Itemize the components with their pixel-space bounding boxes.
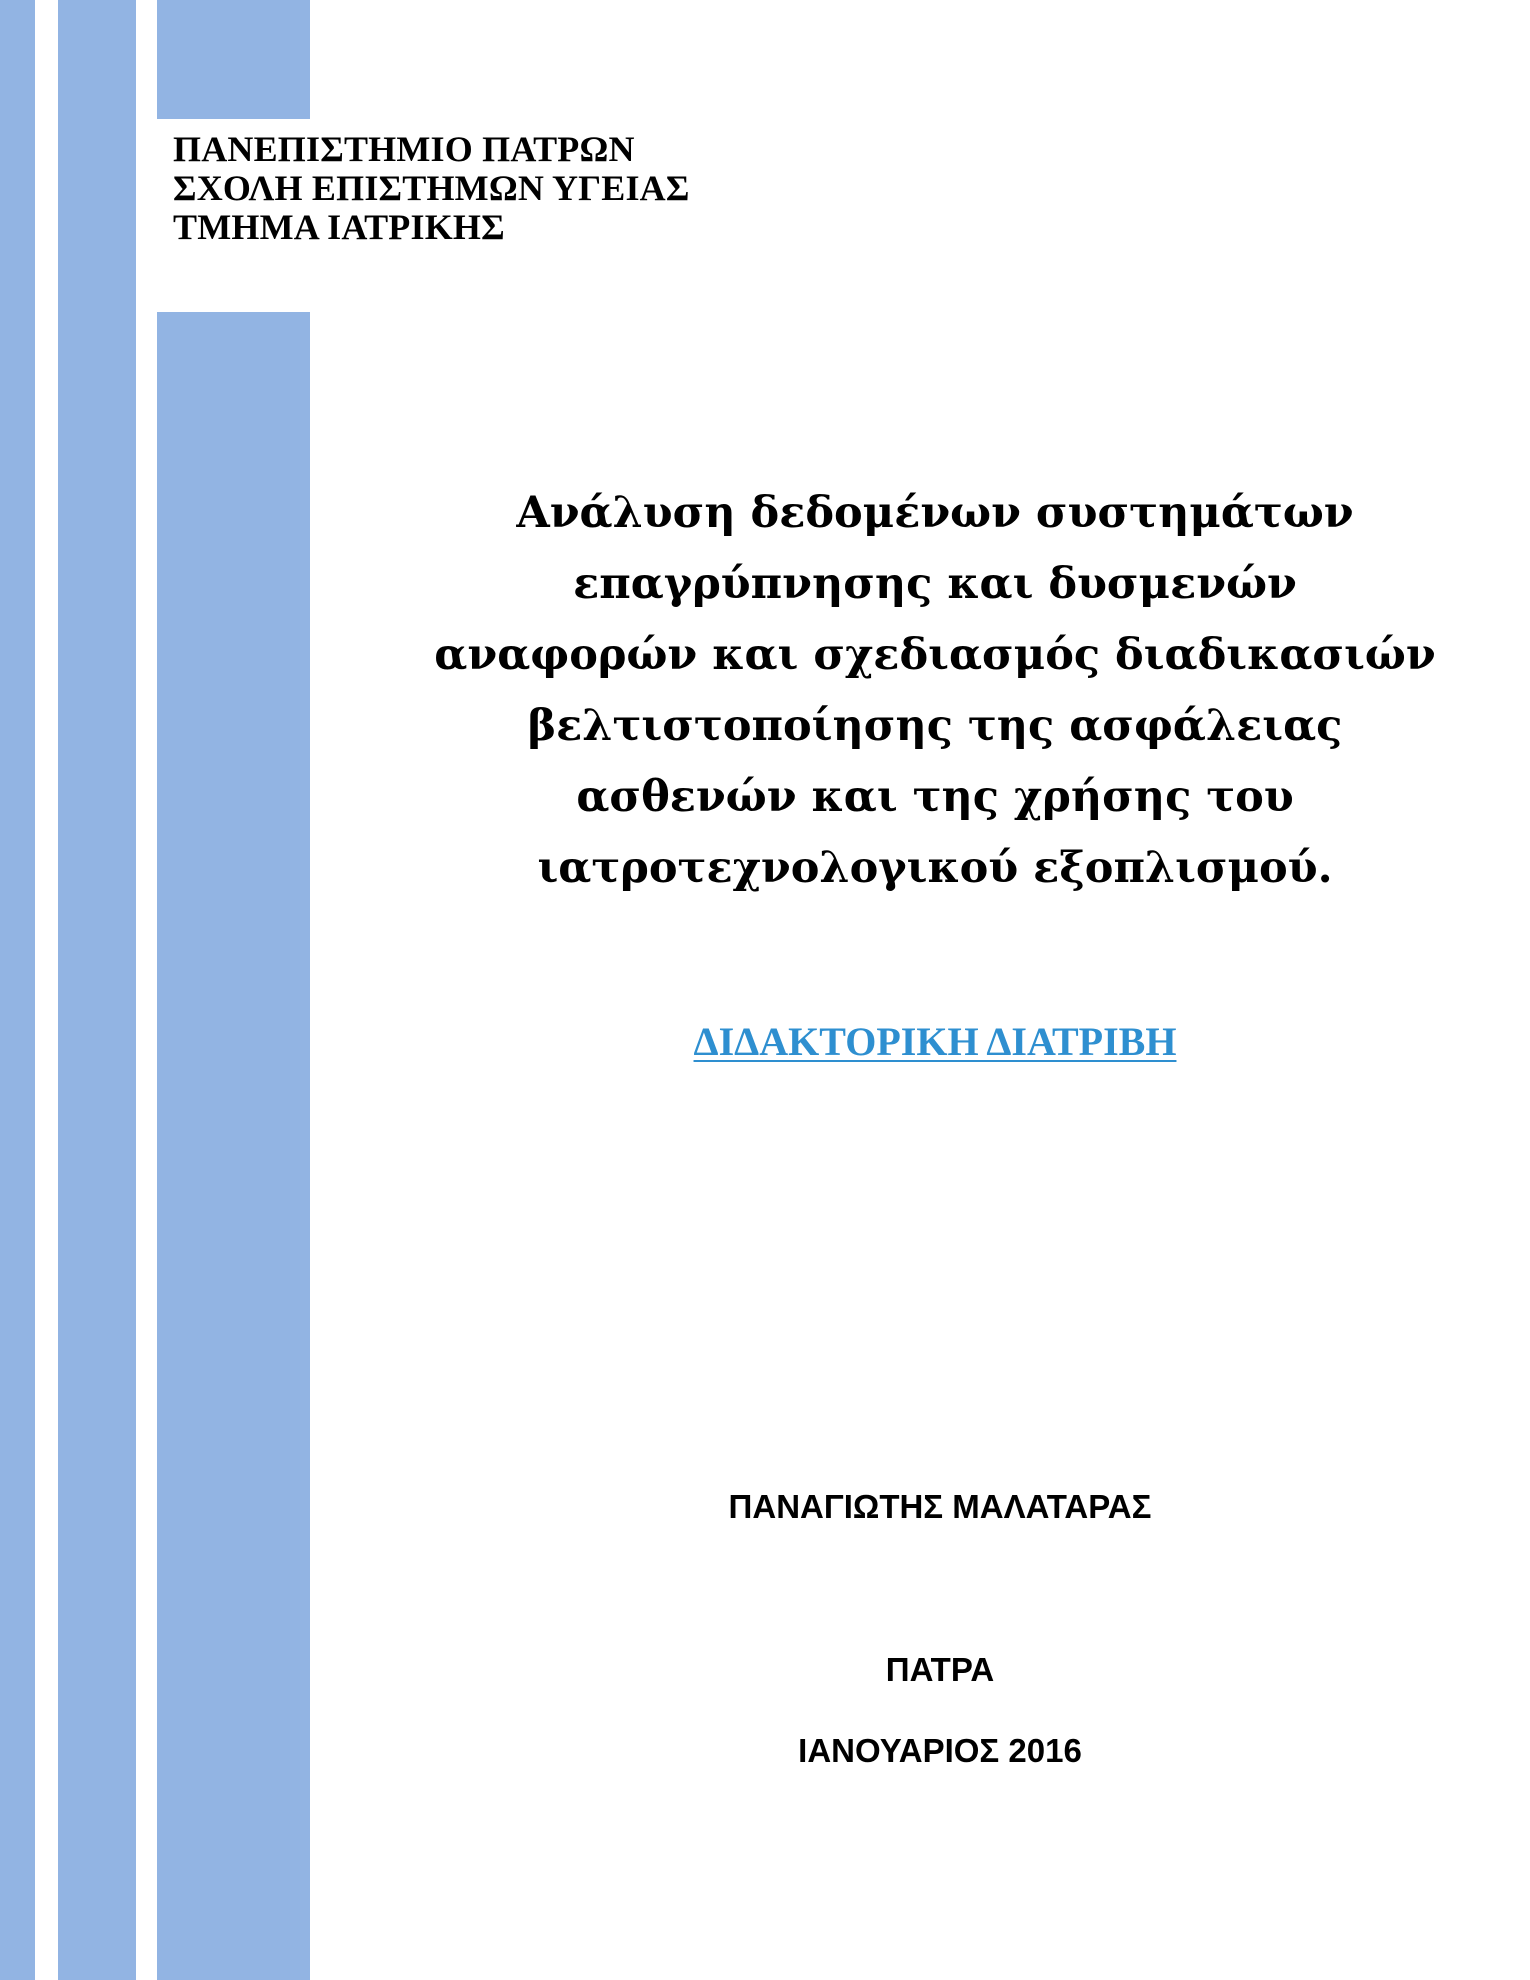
title-line: ιατροτεχνολογικού εξοπλισμού. <box>537 843 1333 893</box>
title-line: επαγρύπνησης και δυσμενών <box>573 559 1297 609</box>
title-line: βελτιστοποίησης της ασφάλειας <box>527 701 1343 751</box>
decorative-bar-left <box>0 0 35 1980</box>
document-type-heading <box>430 1012 1440 1072</box>
department-name: ΤΜΗΜΑ ΙΑΤΡΙΚΗΣ <box>173 207 505 247</box>
city: ΠΑΤΡΑ <box>885 1651 995 1688</box>
decorative-bar-middle <box>58 0 136 1980</box>
decorative-bar-lower-block <box>157 312 310 1980</box>
institution-header <box>173 130 690 247</box>
school-name: ΣΧΟΛΗ ΕΠΙΣΤΗΜΩΝ ΥΓΕΙΑΣ <box>173 168 690 208</box>
date: ΙΑΝΟΥΑΡΙΟΣ 2016 <box>798 1732 1082 1769</box>
decorative-bar-top-block <box>157 0 310 119</box>
title-line: Ανάλυση δεδομένων συστημάτων <box>516 488 1354 538</box>
title-line: αναφορών και σχεδιασμός διαδικασιών <box>434 630 1436 680</box>
university-name: ΠΑΝΕΠΙΣΤΗΜΙΟ ΠΑΤΡΩΝ <box>173 129 635 169</box>
author-name: ΠΑΝΑΓΙΩΤΗΣ ΜΑΛΑΤΑΡΑΣ <box>728 1488 1152 1525</box>
document-type-label: ΔΙΔΑΚΤΟΡΙΚΗ ΔΙΑΤΡΙΒΗ <box>693 1019 1177 1064</box>
title-line: ασθενών και της χρήσης του <box>576 772 1294 822</box>
thesis-title <box>430 478 1440 904</box>
